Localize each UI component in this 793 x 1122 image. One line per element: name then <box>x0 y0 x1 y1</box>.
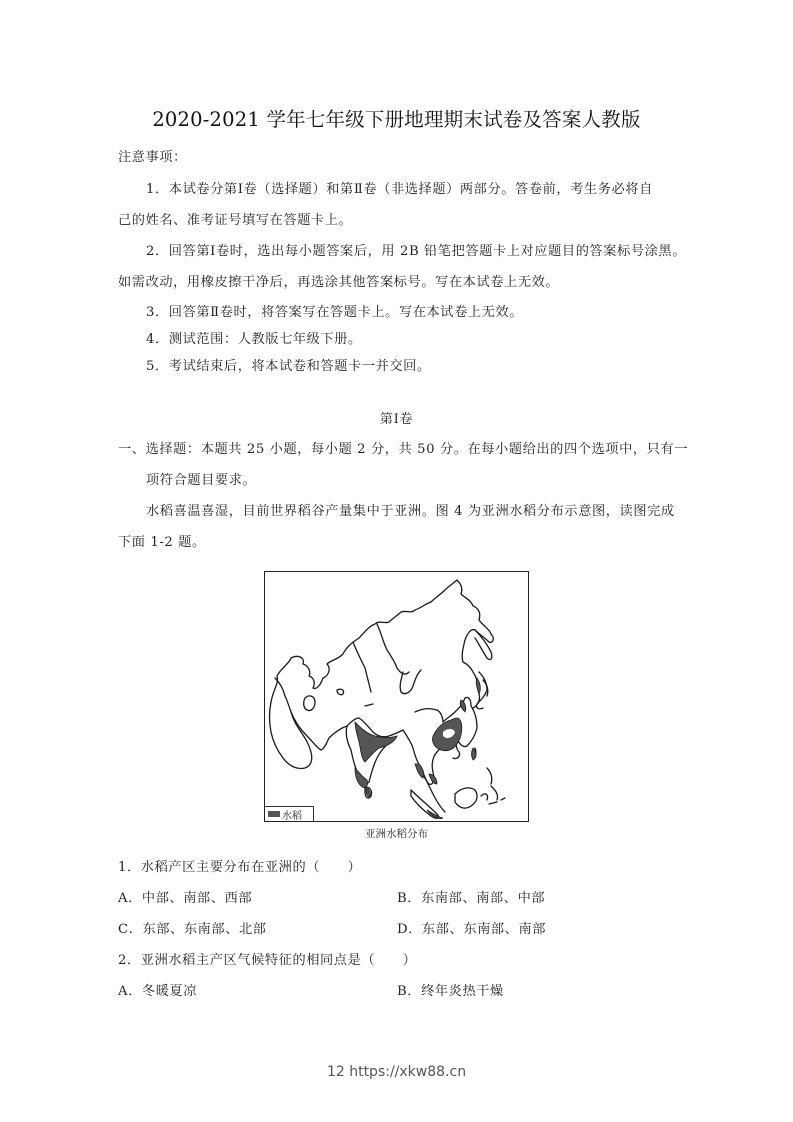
rice-legend-swatch <box>268 811 280 817</box>
question-1-stem: 1．水稻产区主要分布在亚洲的（ ） <box>118 860 362 875</box>
note-1-line-1: 1．本试卷分第Ⅰ卷（选择题）和第Ⅱ卷（非选择题）两部分。答卷前，考生务必将自 <box>146 182 653 197</box>
page-footer[interactable]: 12 https://xkw88.cn <box>326 1064 467 1080</box>
map-legend <box>265 806 314 821</box>
question-1-option-b[interactable]: B．东南部、南部、中部 <box>397 891 546 906</box>
question-2-option-a[interactable]: A．冬暖夏凉 <box>118 984 198 999</box>
part-one-instructions-line-2: 项符合题目要求。 <box>146 473 257 488</box>
note-1-line-2: 己的姓名、准考证号填写在答题卡上。 <box>118 213 353 228</box>
question-2-stem: 2．亚洲水稻主产区气候特征的相同点是（ ） <box>118 953 417 968</box>
legend-label: 水稻 <box>282 810 302 822</box>
note-3: 3．回答第Ⅱ卷时，将答案写在答题卡上。写在本试卷上无效。 <box>146 305 524 320</box>
passage-line-2: 下面 1-2 题。 <box>118 535 206 550</box>
note-2-line-1: 2．回答第Ⅰ卷时，选出每小题答案后，用 2B 铅笔把答题卡上对应题目的答案标号涂黑。 <box>146 244 687 259</box>
question-1-option-a[interactable]: A．中部、南部、西部 <box>118 891 253 906</box>
passage-line-1: 水稻喜温喜湿，目前世界稻谷产量集中于亚洲。图 4 为亚洲水稻分布示意图，读图完成 <box>146 504 675 519</box>
question-1-option-d[interactable]: D．东部、东南部、南部 <box>397 922 547 937</box>
question-1-option-c[interactable]: C．东部、东南部、北部 <box>118 922 267 937</box>
note-2-line-2: 如需改动，用橡皮擦干净后，再选涂其他答案标号。写在本试卷上无效。 <box>118 275 560 290</box>
figure-caption: 亚洲水稻分布 <box>365 828 428 840</box>
section-title: 第Ⅰ卷 <box>379 412 414 427</box>
notes-heading: 注意事项： <box>118 150 187 165</box>
asia-outline-map <box>265 572 529 822</box>
document-title: 2020-2021 学年七年级下册地理期末试卷及答案人教版 <box>152 108 641 131</box>
question-2-option-b[interactable]: B．终年炎热干燥 <box>397 984 504 999</box>
part-one-instructions-line-1: 一、选择题：本题共 25 小题，每小题 2 分，共 50 分。在每小题给出的四个选项中，只有一 <box>118 442 689 457</box>
asia-rice-map <box>264 571 529 822</box>
note-4: 4．测试范围：人教版七年级下册。 <box>146 332 362 347</box>
note-5: 5．考试结束后，将本试卷和答题卡一并交回。 <box>146 359 431 374</box>
